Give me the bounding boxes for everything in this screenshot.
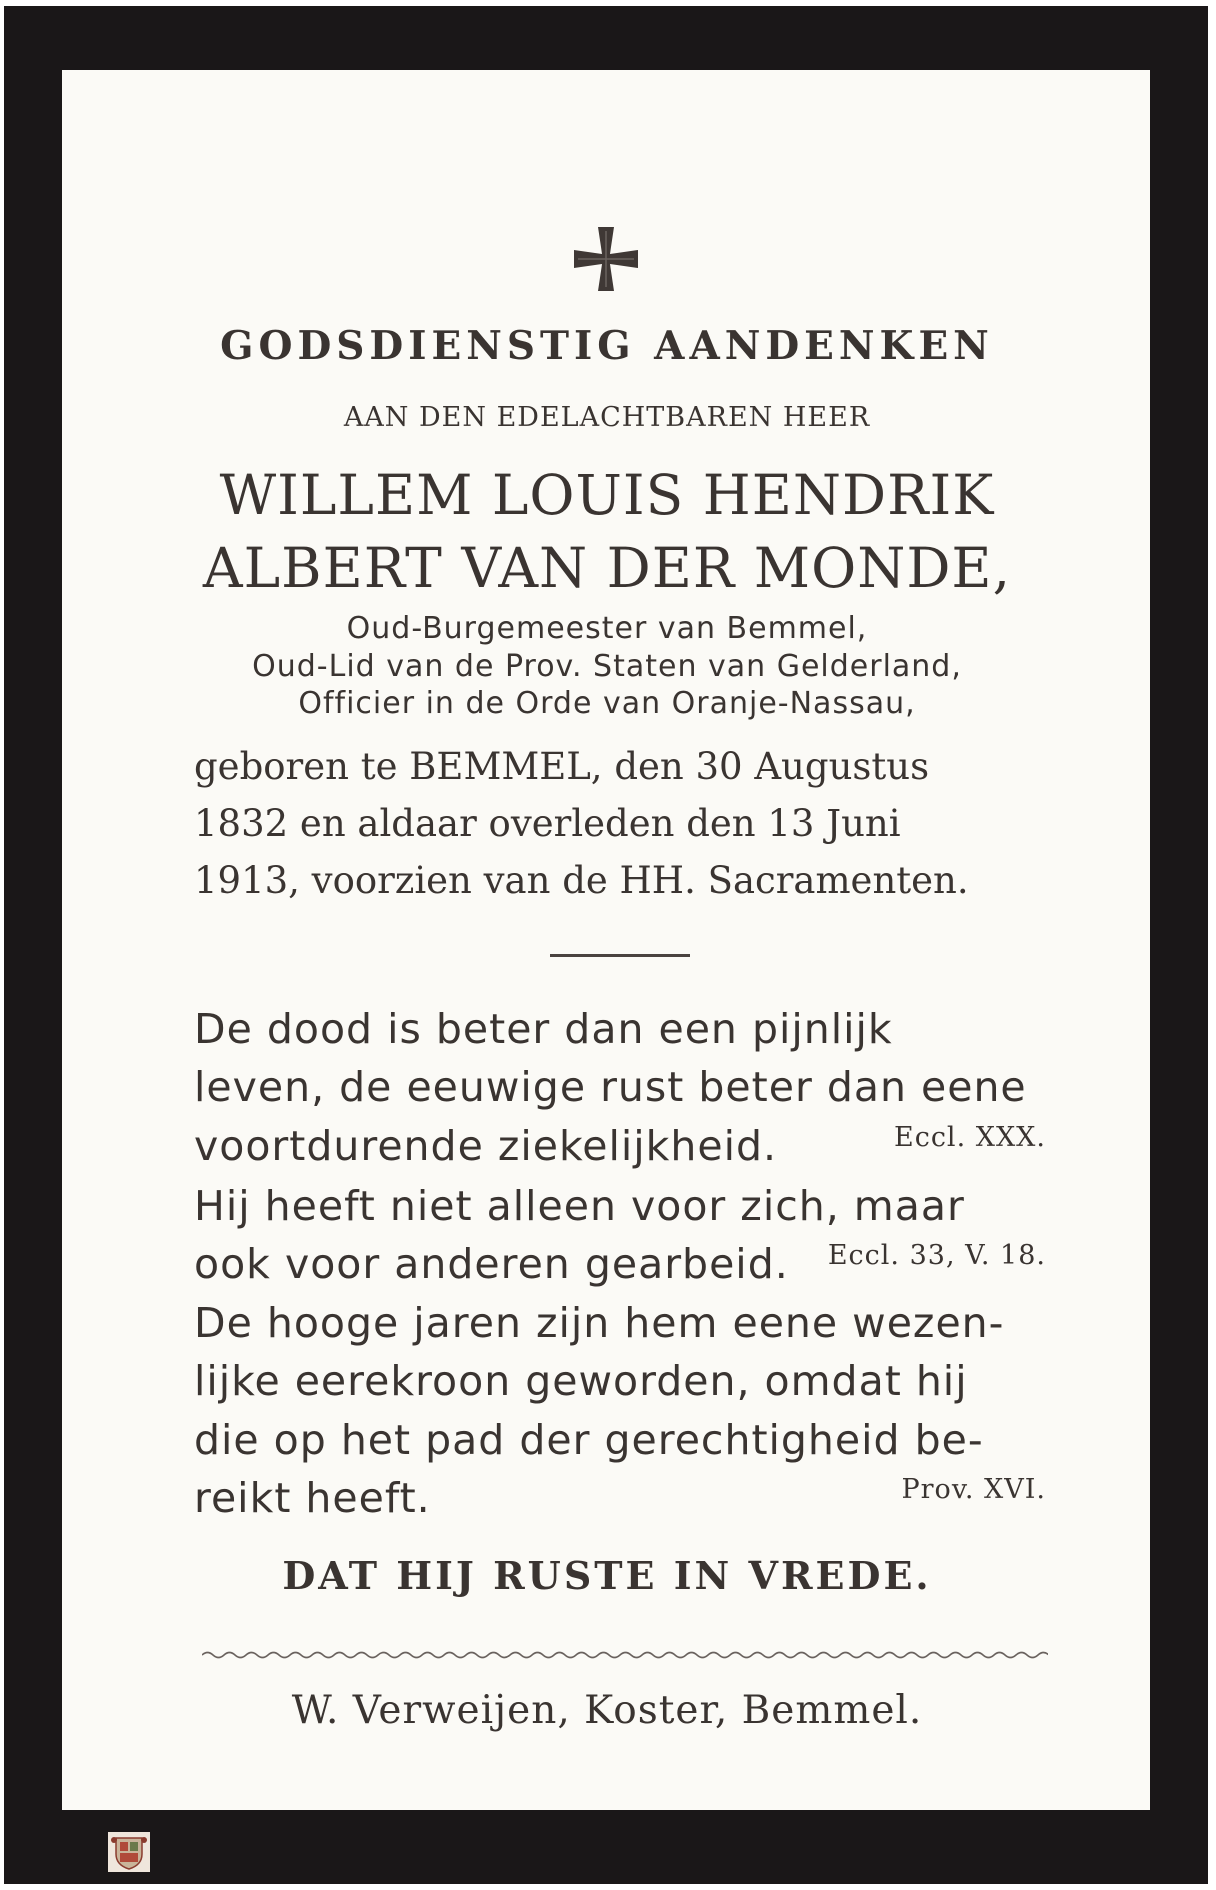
verse-text: die op het pad der gerechtigheid be-	[194, 1416, 984, 1464]
verse-text: lijke eerekroon geworden, omdat hij	[194, 1357, 968, 1405]
verse-line	[194, 1005, 1046, 1053]
card-paper	[62, 70, 1150, 1810]
verse-line	[194, 1474, 1046, 1522]
scripture-reference: Prov. XVI.	[901, 1474, 1046, 1505]
printer-credit: W. Verweijen, Koster, Bemmel.	[291, 1688, 923, 1733]
verse-line	[194, 1416, 1046, 1464]
card-subtitle: AAN DEN EDELACHTBAREN HEER	[343, 402, 871, 433]
verse-line	[194, 1063, 1046, 1111]
bio-line: geboren te BEMMEL, den 30 Augustus	[194, 745, 930, 788]
verse-text: De dood is beter dan een pijnlijk	[194, 1005, 893, 1053]
verse-line	[194, 1299, 1046, 1347]
closing-prayer: DAT HIJ RUSTE IN VREDE.	[282, 1553, 932, 1598]
mourning-card	[4, 6, 1208, 1884]
verse-text: reikt heeft.	[194, 1474, 431, 1522]
bio-line: 1832 en aldaar overleden den 13 Juni	[194, 802, 901, 845]
wavy-divider	[202, 1648, 1048, 1662]
verse-line	[194, 1240, 1046, 1288]
verse-line	[194, 1182, 1046, 1230]
scripture-reference: Eccl. XXX.	[893, 1122, 1046, 1153]
verse-text: leven, de eeuwige rust beter dan eene	[194, 1063, 1027, 1111]
card-title: GODSDIENSTIG AANDENKEN	[220, 323, 994, 369]
verse-text: Hij heeft niet alleen voor zich, maar	[194, 1182, 965, 1230]
verse-text: De hooge jaren zijn hem eene wezen-	[194, 1299, 1005, 1347]
cross-icon	[570, 223, 642, 295]
bio-line: 1913, voorzien van de HH. Sacramenten.	[194, 859, 969, 902]
verse-line	[194, 1357, 1046, 1405]
deceased-name-line-2: ALBERT VAN DER MONDE,	[202, 536, 1012, 600]
scripture-reference: Eccl. 33, V. 18.	[827, 1240, 1046, 1271]
divider	[550, 954, 690, 957]
verse-text: voortdurende ziekelijkheid.	[194, 1122, 778, 1170]
office-line: Officier in de Orde van Oranje-Nassau,	[298, 686, 916, 721]
deceased-name-line-1: WILLEM LOUIS HENDRIK	[219, 463, 995, 527]
office-line: Oud-Lid van de Prov. Staten van Gelderland,	[252, 649, 962, 684]
verse-line	[194, 1122, 1046, 1170]
office-line: Oud-Burgemeester van Bemmel,	[346, 611, 868, 646]
coat-of-arms-icon	[108, 1832, 150, 1872]
verse-text: ook voor anderen gearbeid.	[194, 1240, 789, 1288]
